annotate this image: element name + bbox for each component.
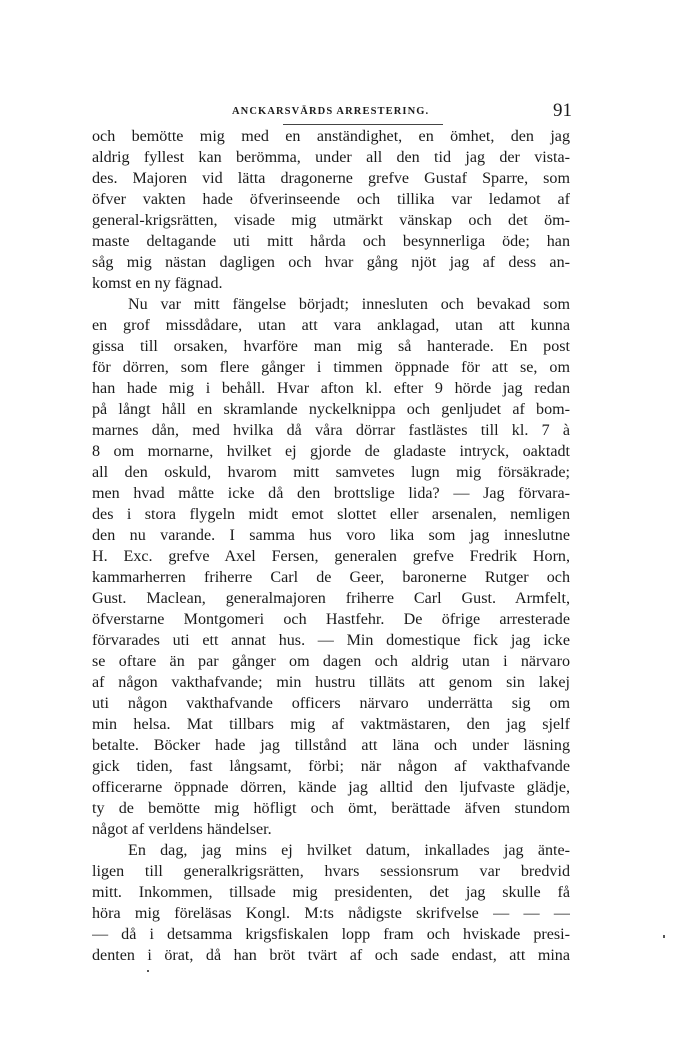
text-line: des. Majoren vid lätta dragonerne grefve Gustaf Sparre, som (92, 170, 570, 187)
text-line: marnes dån, med hvilka då våra dörrar fastlästes till kl. 7 à (92, 422, 570, 439)
paper-speck (147, 970, 149, 972)
text-line: den nu varande. I samma hus voro lika som jag inneslutne (92, 527, 570, 544)
text-line: denten i örat, då han bröt tvärt af och sade endast, att mina (92, 947, 570, 964)
text-line: mitt. Inkommen, tillsade mig presidenten, det jag skulle få (92, 884, 570, 901)
text-line: på långt håll en skramlande nyckelknippa och genljudet af bom- (92, 401, 570, 418)
text-line: betalte. Böcker hade jag tillstånd att läna och under läsning (92, 737, 570, 754)
text-line-paragraph-start: En dag, jag mins ej hvilket datum, inkallades jag änte- (128, 842, 570, 859)
text-line: min helsa. Mat tillbars mig af vaktmästaren, den jag sjelf (92, 716, 570, 733)
text-line: förvarades uti ett annat hus. — Min domestique fick jag icke (92, 632, 570, 649)
text-line: öfver vakten hade öfverinseende och tillika var ledamot af (92, 191, 570, 208)
paper-speck (663, 935, 665, 938)
running-title: ANCKARSVÄRDS ARRESTERING. (232, 106, 430, 117)
text-line: aldrig fyllest kan berömma, under all den tid jag der vista- (92, 149, 570, 166)
text-line: maste deltagande uti mitt hårda och besynnerliga öde; han (92, 233, 570, 250)
text-line: Gust. Maclean, generalmajoren friherre Carl Gust. Armfelt, (92, 590, 570, 607)
text-line: ligen till generalkrigsrätten, hvars sessionsrum var bredvid (92, 863, 570, 880)
body-text (92, 126, 570, 966)
text-line: något af verldens händelser. (92, 821, 272, 838)
text-line: H. Exc. grefve Axel Fersen, generalen grefve Fredrik Horn, (92, 548, 570, 565)
text-line: general-krigsrätten, visade mig utmärkt vänskap och det öm- (92, 212, 570, 229)
text-line: ty de bemötte mig höfligt och ömt, berättade äfven stundom (92, 800, 570, 817)
text-line: han hade mig i behåll. Hvar afton kl. efter 9 hörde jag redan (92, 380, 570, 397)
text-line: höra mig föreläsas Kongl. M:ts nådigste skrifvelse — — — (92, 905, 570, 922)
text-line: se oftare än par gånger om dagen och aldrig utan i närvaro (92, 653, 570, 670)
header-rule (283, 124, 443, 125)
text-line: all den oskuld, hvarom mitt samvetes lugn mig försäkrade; (92, 464, 570, 481)
text-line-paragraph-start: Nu var mitt fängelse börjadt; innesluten och bevakad som (128, 296, 570, 313)
text-line: kammarherren friherre Carl de Geer, baronerne Rutger och (92, 569, 570, 586)
text-line: officerarne öppnade dörren, kände jag alltid den ljufvaste glädje, (92, 779, 570, 796)
text-line: komst en ny fägnad. (92, 275, 223, 292)
text-line: 8 om mornarne, hvilket ej gjorde de gladaste intryck, oaktadt (92, 443, 570, 460)
text-line: såg mig nästan dagligen och hvar gång njöt jag af dess an- (92, 254, 570, 271)
text-line: des i stora flygeln midt emot slottet eller arsenalen, nemligen (92, 506, 570, 523)
page-number: 91 (553, 100, 572, 121)
text-line: för dörren, som flere gånger i timmen öppnade för att se, om (92, 359, 570, 376)
text-line: en grof missdådare, utan att vara anklagad, utan att kunna (92, 317, 570, 334)
page-header (90, 100, 578, 124)
text-line: gissa till orsaken, hvarföre man mig så hanterade. En post (92, 338, 570, 355)
text-line: — då i detsamma krigsfiskalen lopp fram och hviskade presi- (92, 926, 570, 943)
text-line: af någon vakthafvande; min hustru tilläts att genom sin lakej (92, 674, 570, 691)
text-line: öfverstarne Montgomeri och Hastfehr. De öfrige arresterade (92, 611, 570, 628)
text-line: och bemötte mig med en anständighet, en ömhet, den jag (92, 128, 570, 145)
text-line: men hvad måtte icke då den brottslige lida? — Jag förvara- (92, 485, 570, 502)
text-line: uti någon vakthafvande officers närvaro underrätta sig om (92, 695, 570, 712)
text-line: gick tiden, fast långsamt, förbi; när någon af vakthafvande (92, 758, 570, 775)
